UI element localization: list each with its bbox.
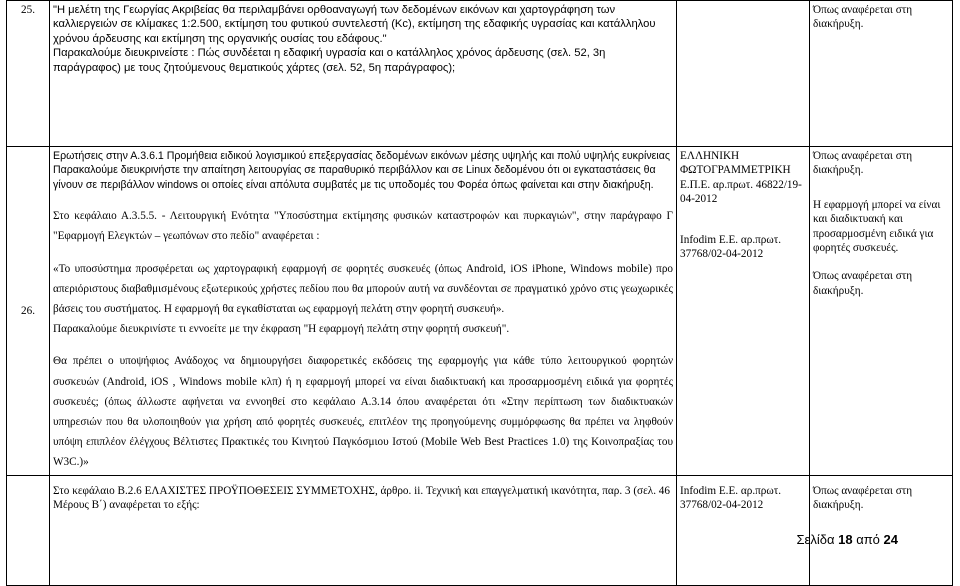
reference-cell: [677, 147, 810, 476]
quoted-requirement: «Το υποσύστημα προσφέρεται ως χαρτογραφική εφαρμογή σε φορητές συσκευές (όπως Android, iOS iPhone, Windows mobile) προ απεριόριστους διαβαθμισμένους εξωτερικούς χρήστες πεδίου που θα μπορούν αυτή να συνδέονται σε πραγματικό χρόνο στις γεωχωρικές βάσεις του συστήματος. Η εφαρμογή θα εγκαθίσταται ως εφαρμογή πελάτη στην φορητή συσκευή».: [53, 262, 673, 316]
question-text: Παρακαλούμε διευκρινήστε την απαίτηση λειτουργίας σε παραθυρικό περιβάλλον και σε Linux δεδομένου ότι οι εγκαταστάσεις θα γίνουν σε περιβάλλον windows οι οποίες είναι απόλυτα συμβατές με τις υποδομές του Φορέα όπως φαίνεται και στην διακήρυξη.: [53, 164, 656, 191]
page-number-footer: [797, 532, 898, 547]
question-cell: [50, 1, 677, 147]
chapter-reference: Στο κεφάλαιο Α.3.5.5. - Λειτουργική Ενότητα "Υποσύστημα εκτίμησης φυσικών καταστροφών και πυρκαγιών", στην παράγραφο Γ "Εφαρμογή Ελεγκτών – γεωπόνων στο πεδίο" αναφέρεται :: [53, 210, 673, 243]
row-number: 25.: [7, 1, 50, 147]
answer-cell: [810, 475, 953, 585]
answer-text: Όπως αναφέρεται στη διακήρυξη.: [813, 270, 913, 297]
reference-text: Infodim Ε.Ε. αρ.πρωτ. 37768/02-04-2012: [680, 233, 782, 261]
table-row: [7, 1, 953, 147]
question-text: Παρακαλούμε διευκρινείστε : Πώς συνδέεται η εδαφική υγρασία και ο κατάλληλος χρόνος άρδευσης (σελ. 52, 3η παράγραφος) με τους ζητούμενους θεματικούς χάρτες (σελ. 52, 5η παράγραφος);: [53, 47, 606, 74]
clarifications-table: [6, 0, 953, 586]
page-separator: από: [852, 532, 884, 547]
reference-cell: [677, 1, 810, 147]
answer-text: Όπως αναφέρεται στη διακήρυξη.: [813, 150, 913, 177]
clarification-request: Παρακαλούμε διευκρινίστε τι εννοείτε με την έκφραση "Η εφαρμογή πελάτη στην φορητή συσκευή".: [53, 323, 510, 336]
page-label: Σελίδα: [796, 532, 839, 547]
table-row: [7, 147, 953, 476]
current-page: 18: [838, 532, 853, 547]
reference-cell: [677, 475, 810, 585]
follow-up-question: Θα πρέπει ο υποψήφιος Ανάδοχος να δημιουργήσει διαφορετικές εκδόσεις της εφαρμογής για κάθε τύπο λειτουργικού φορητών συσκευών (Android, iOS , Windows mobile κλπ) ή η εφαρμογή μπορεί να είναι διαδικτυακή και προσαρμοσμένη ειδικά για φορητές συσκευές; (όπως άλλωστε αφήνεται να εννοηθεί στο κεφάλαιο Α.3.14 όπου αναφέρεται ότι «Στην περίπτωση των διαδικτυακών υπηρεσιών που θα υλοποιηθούν για χρήση από φορητές συσκευές, επιτλέον της προηγούμενης συμμόρφωσης θα πρέπει να ληφθούν υπόψη επιπλέον έλέγχους Βέλτιστες Πρακτικές του Κινητού Παγκόσμιου Ιστού (Mobile Web Best Practices 1.0) της Κοινοπραξίας του W3C.)»: [53, 355, 673, 469]
answer-cell: [810, 1, 953, 147]
reference-text: Infodim Ε.Ε. αρ.πρωτ. 37768/02-04-2012: [680, 484, 782, 512]
row-number: 26.: [7, 147, 50, 476]
row-number: [7, 475, 50, 585]
total-pages: 24: [883, 532, 898, 547]
answer-text: Όπως αναφέρεται στη διακήρυξη.: [813, 484, 913, 512]
question-quote: "Η μελέτη της Γεωργίας Ακριβείας θα περιλαμβάνει ορθοαναγωγή των δεδομένων εικόνων και χαρτογράφηση των καλλιεργειών σε κλίμακες 1:2.500, εκτίμηση του φυτικού συντελεστή (Kc), εκτίμηση της εδαφικής υγρασίας και κατάλληλου χρόνου άρδευσης και εκτίμηση της οργανικής ουσίας του εδάφους.": [53, 4, 656, 45]
answer-cell: [810, 147, 953, 476]
answer-text: Η εφαρμογή μπορεί να είναι και διαδικτυακή και προσαρμοσμένη ειδικά για φορητές συσκευές.: [813, 198, 941, 255]
question-text: Στο κεφάλαιο Β.2.6 ΕΛΑΧΙΣΤΕΣ ΠΡΟΫΠΟΘΕΣΕΙΣ ΣΥΜΜΕΤΟΧΗΣ, άρθρο. ii. Τεχνική και επαγγελματική ικανότητα, παρ. 3 (σελ. 46 Μέρους Β΄) αναφέρεται το εξής:: [53, 484, 670, 512]
question-cell: [50, 147, 677, 476]
question-title: Ερωτήσεις στην Α.3.6.1 Προμήθεια ειδικού λογισμικού επεξεργασίας δεδομένων εικόνων μέσης υψηλής και πολύ υψηλής ευκρίνειας: [53, 150, 670, 162]
table-row: [7, 475, 953, 585]
answer-text: Όπως αναφέρεται στη διακήρυξη.: [813, 4, 913, 31]
reference-text: ΕΛΛΗΝΙΚΗ ΦΩΤΟΓΡΑΜΜΕΤΡΙΚΗ Ε.Π.Ε. αρ.πρωτ. 46822/19-04-2012: [680, 150, 802, 206]
question-cell: [50, 475, 677, 585]
